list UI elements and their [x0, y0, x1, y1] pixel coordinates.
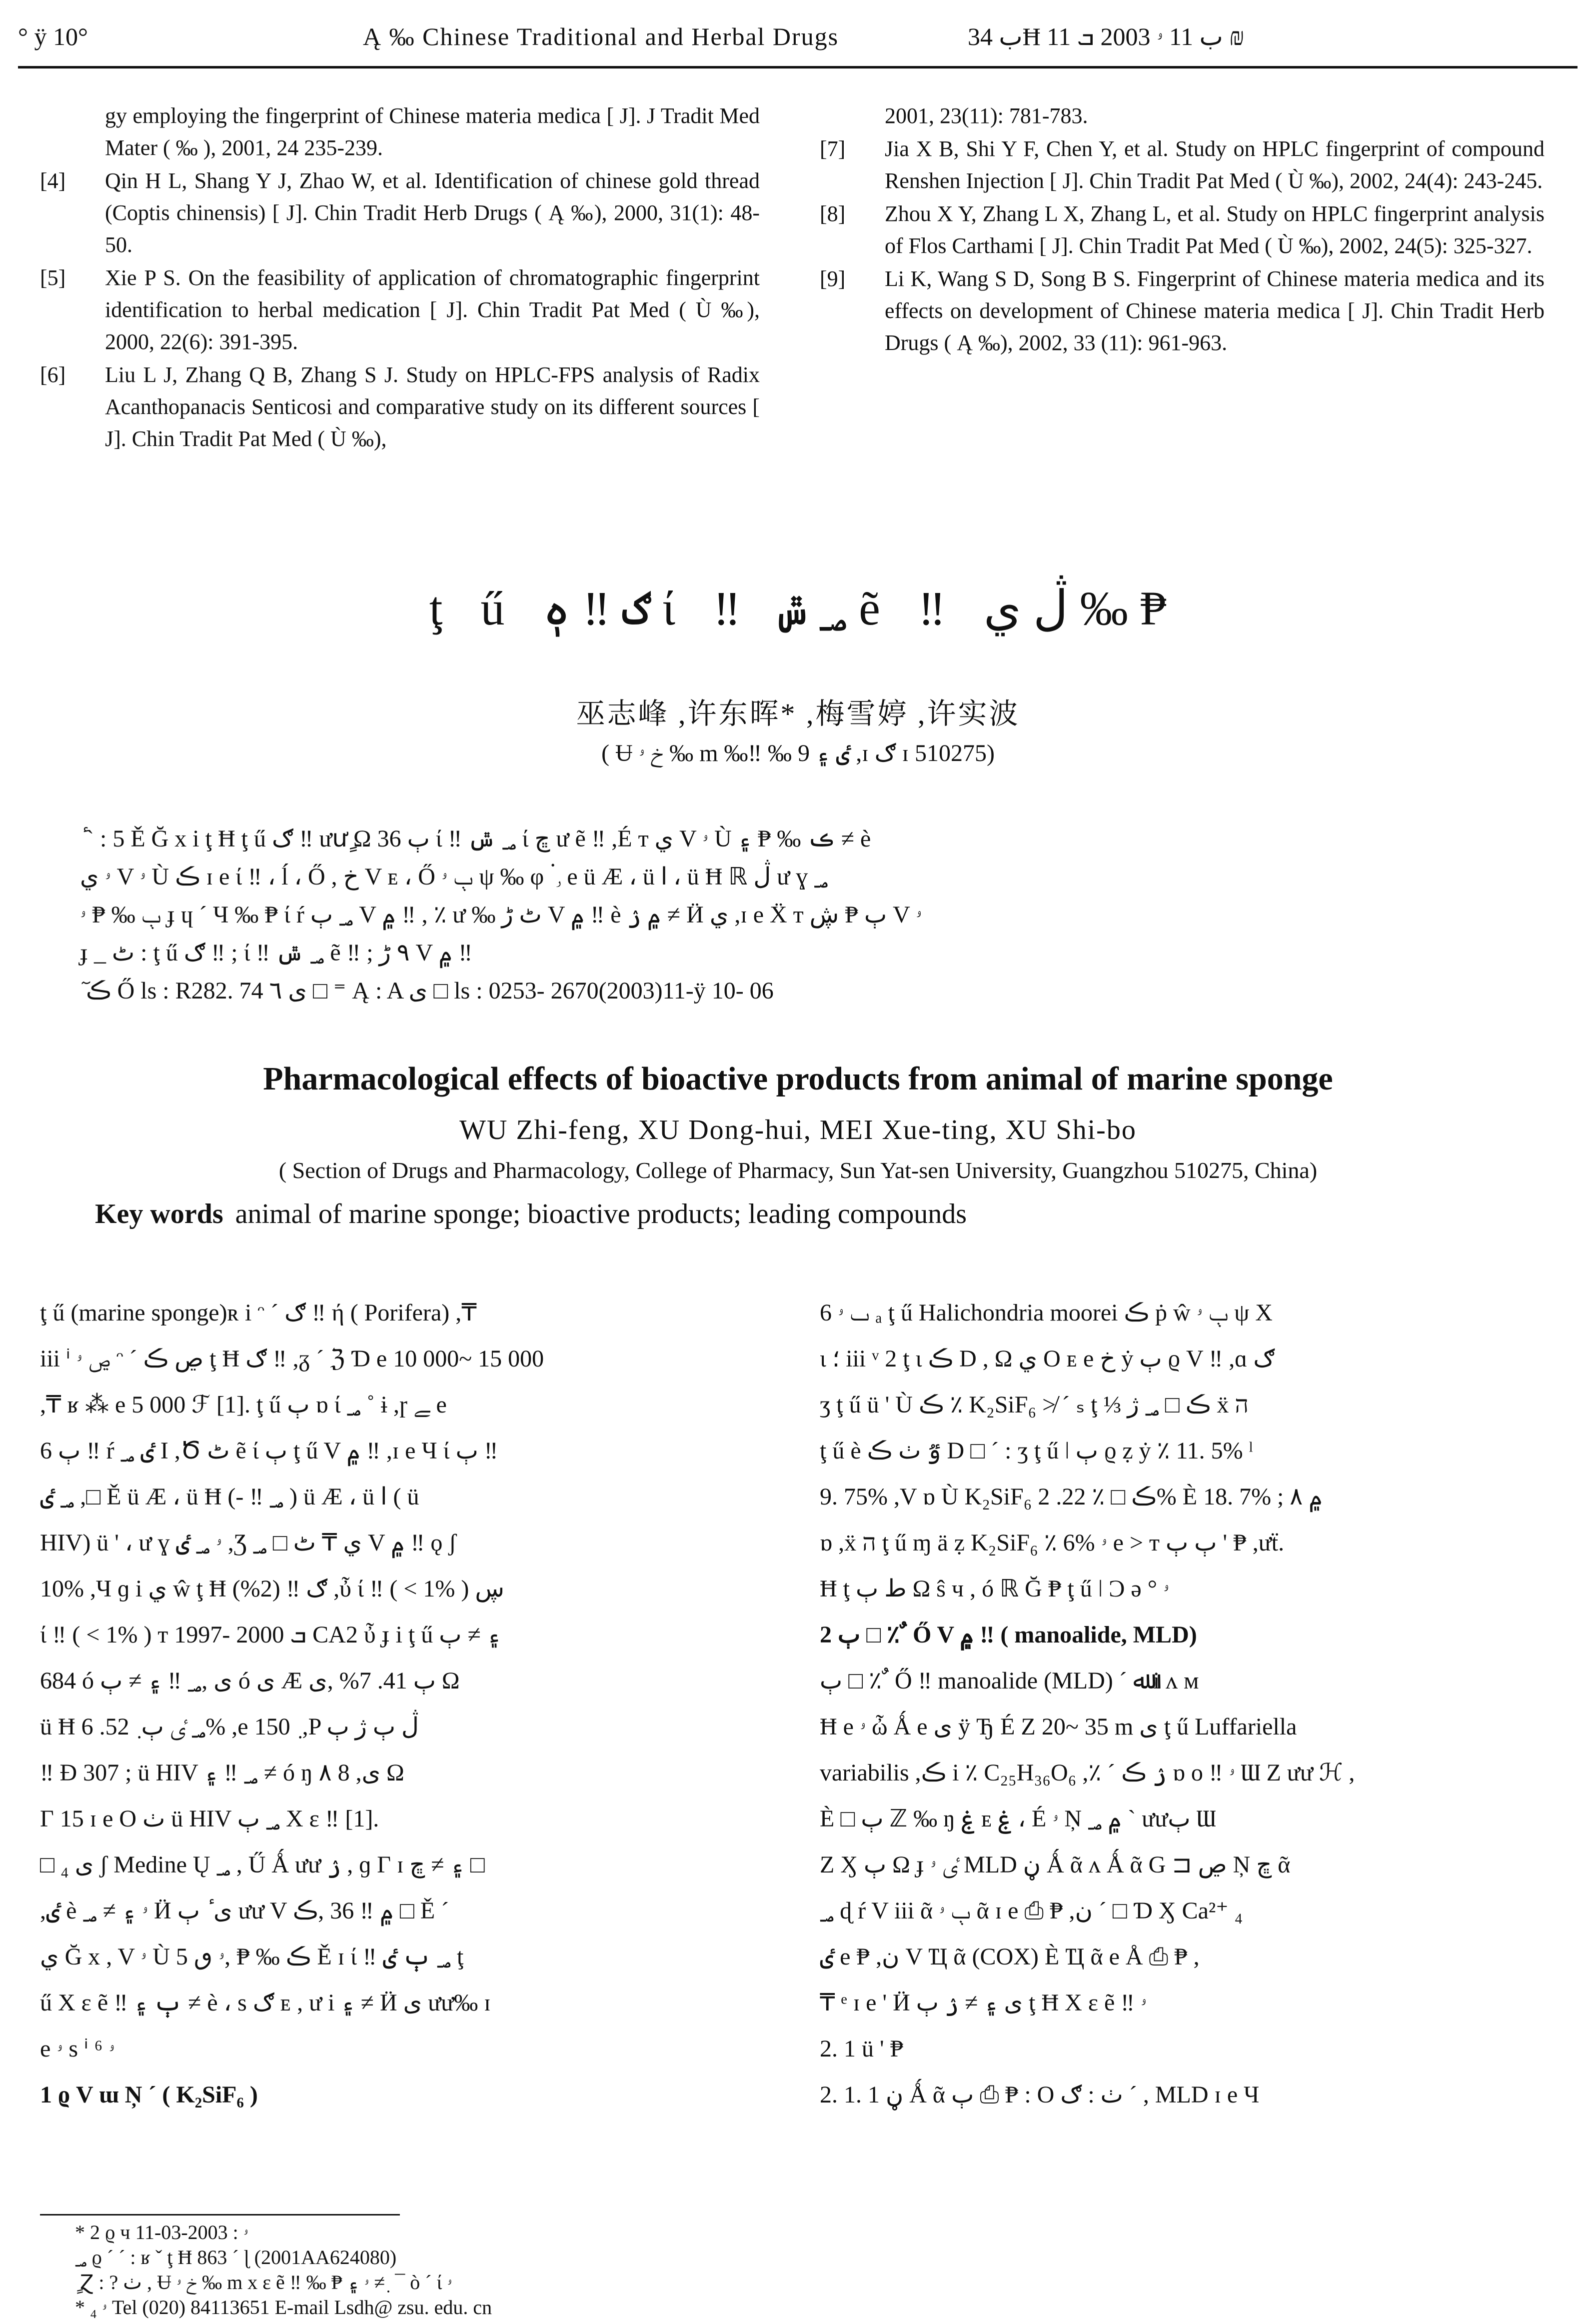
body-line: ţ ű è ٷ ٺ ڪ D □ ˊ : ʒ ţ ű ǀ ٻ ϱ ẓ ẏ ٪ 11. 5% ˡ [820, 1438, 1253, 1464]
footnotes [75, 2220, 492, 2320]
body-line: e ۥ s ⁱ ⁶ ۥ [40, 2036, 115, 2062]
body-line: 9. 75% ,V ɒ Ù K₂SiF₆ ڪ □ ٪ 22. 2% Ѐ 18. 7% ; ۾ ٨ [820, 1484, 1323, 1510]
english-authors: WU Zhi-feng, XU Dong-hui, MEI Xue-ting, XU Shi-bo [459, 1114, 1137, 1146]
english-affiliation: ( Section of Drugs and Pharmacology, College of Pharmacy, Sun Yat-sen University, Guangzhou 510275, China) [278, 1158, 1318, 1183]
body-line: ű X ε ẽ ‼ ٻ ۽ ≠ è ، s ګ ᴇ , ư i ۽ ≠ Ӥ ی ưư‰ ɪ [40, 1990, 491, 2016]
reference-text: Zhou X Y, Zhang L X, Zhang L, et al. Study on HPLC fingerprint analysis of Flos Carthami [ J]. Chin Tradit Pat Med ( Ù ‰), 2002, 24(5): 325-327. [885, 202, 1545, 258]
journal-title: Ą ‰ Chinese Traditional and Herbal Drugs [363, 22, 839, 50]
running-header [18, 17, 1578, 65]
body-line: 2. 1 ü ' ₱ [820, 2036, 904, 2062]
abstract-line: ٻ ‰ ₱ ۥ ɟ ɥ ˊ Ч ‰ ₱ ί ŕ ؃ ٻ V ۾ ‼ , ٪ ư ‰ ٹ ڑ V ۾ ‼ è ۾ ۯ ≠ Ӥ ي ,ɪ e Ẍ ᴛ ٻ ₱ ڜ V ۥ [80, 902, 922, 928]
body-line: ٮ ۥ 6 ₐ ţ ű Halichondria moorei ڪ ṗ ŵ ٻ ۥ ψ X [820, 1300, 1273, 1326]
body-line: ؃ ɖ ŕ V iii ᾶ ٻ ۥ ᾶ ɪ e ⎙ ₱ ,ن ˊ □ Ɗ Ӽ Ca²⁺ ₄ [820, 1898, 1243, 1924]
abstract-line: ۥ ي V ۥ Ù ڪ ɪ e ί ‼ ، ĺ ، Ő , خ V ᴇ ، Ő ٻ ۥ ψ ‰ φ ۬ ٫ e ü Æ ، ü ا ، ü Ħ ℝ ڷ ư ɣ ؃ [80, 864, 828, 890]
body-line: Γ 15 ɪ e O ٺ ü HIV ؃ ٻ X ε ‼ [1]. [40, 1806, 379, 1832]
keywords-text: animal of marine sponge; bioactive products; leading compounds [235, 1198, 967, 1230]
section-heading: 1 ϱ V ɯ Ņ ˊ ( K₂SiF₆ ) [40, 2082, 258, 2108]
body-line: ي Ğ x , V ۥ Ù ڪ ‰ ₱ ,ۥ ٯ 5 Ě ɪ ί ‼ ؃ ٻ ٸ ţ [40, 1944, 464, 1970]
body-line: 2. 1. 1 ڼ Ǻ ᾶ ٻ ⎙ ₱ : O ٺ : ګ ˊ , MLD ɪ e Ч [820, 2082, 1260, 2108]
reference-entry [820, 263, 1545, 359]
body-line: Ѐ □ ٻ ℤ ‰ ŋ ۼ ᴇ ۼ ، É ۥ Ņ ۾ ؃ ˋ ưưٻ Ɯ [820, 1806, 1216, 1832]
body-line: ɩ ؛ iii ᵛ 2 ţ ɩ ڪ D , Ω ي O ᴇ e خ ẏ ٻ ϱ V ‼ ,ɑ ګ [820, 1346, 1275, 1372]
issue-info: ب 34Ħ ب 11 ۥ 2003 ܒ 11 ₪ [968, 22, 1245, 50]
body-line: 684 ó ی ,؃ ‼ ۽ ≠ ٻ ó ی Æ ٻ 41. 7% ,ی Ω [40, 1668, 460, 1694]
body-line: Ħ ţ ط ٻ Ω ŝ ч , ó ℝ Ğ ₱ ţ ű ǀ Ͻ ə ° ۥ [820, 1576, 1169, 1602]
body-line: Ζ Ӽ ٻ Ω ɟ ٸ ۥ MLD ڼ Ǻ ᾶ ᴧ Ǻ ᾶ G ⊐ ڝ Ņ ڇ ᾶ [820, 1852, 1291, 1878]
abstract-line: ɟ _ ٹ : ţ ű ګ ‼ ; ί ‼ ؃ ݜ ẽ ‼ ; ٩ ڑ V ۾ ‼ [80, 940, 472, 966]
reference-number: [9] [820, 266, 846, 291]
chinese-affiliation: ( Ʉ خ ۥ ‰ m ‰‼ ‰ ٸ ۽ 9 ,ɪ ګ ɪ 510275) [601, 740, 995, 766]
reference-entry [820, 198, 1545, 262]
footnote-line: ٍ Ɀ : ? ٺ , Ʉ خ ۥ ‰ m x ε ẽ ‼ ‰ ₱ ۥ ۽ ≠ ٜ ¯ ò ˊ ί ۥ [75, 2271, 452, 2294]
body-line: ₸ ᵉ ɪ e ' Ӥ ی ۽ ≠ ۯ ٻ ţ Ħ X ε ẽ ‼ ۥ [820, 1990, 1147, 2016]
body-line: Ħ e ۥ ὦ Ǻ e ی ÿ Ђ É Ζ 20~ 35 m ی ţ ű Luffariella [820, 1714, 1297, 1740]
reference-text: Jia X B, Shi Y F, Chen Y, et al. Study on HPLC fingerprint of compound Renshen Injection [ J]. Chin Tradit Pat Med ( Ù ‰), 2002, 24(4): 243-245. [885, 136, 1545, 193]
reference-text: Liu L J, Zhang Q B, Zhang S J. Study on HPLC-FPS analysis of Radix Acanthopanacis Senticosi and comparative study on its different sources [ J]. Chin Tradit Pat Med ( Ù ‰), [105, 362, 760, 451]
chinese-title: ţ ű ګ ‼ ہٖ ί ‼ ؃ ݜ ẽ ‼ ڷ ي ‰ ₱ [429, 582, 1167, 635]
reference-text: 2001, 23(11): 781-783. [885, 104, 1088, 128]
abstract-line: ٔ ˋ : 5 Ě Ğ x i ţ Ħ ţ ű ګ ‼ ưưٍ Ω ٻ 36 ί ‼ ؃ ݜ ί ڇ ư ẽ ‼ ,É ᴛ ي V ۥ Ù ڪ ‰ ₱ ۽ ≠ è [80, 826, 871, 852]
reference-entry [820, 133, 1545, 197]
reference-number: [4] [40, 168, 66, 193]
keywords-label: Key words [95, 1198, 223, 1230]
chinese-authors: 巫志峰 ,许东晖* ,梅雪婷 ,许实波 [576, 698, 1020, 730]
reference-number: [6] [40, 362, 66, 387]
body-line: ʒ ţ ű ü ' Ù ڪ ٪ K₂SiF₆ ≯ ˊ ₛ ţ ⅓ ڪ □ ؃ ژ ẍ ה [820, 1392, 1249, 1418]
reference-number: [5] [40, 266, 66, 290]
chinese-abstract [80, 820, 1520, 1010]
body-right-column [820, 1290, 1545, 2118]
body-line: 6 ٻ ‼ ŕ ٸ ؃ I ,Ծ ٹ ẽ ί ٻ ţ ű V ۾ ‼ ,ɪ e Ч ί ٻ ‼ [40, 1438, 498, 1464]
reference-number: [7] [820, 136, 846, 161]
keywords [95, 1198, 967, 1230]
body-line: iii ⁱ ڝ ۥ ᵔ ˊ ڝ ڪ ţ Ħ ګ ‼ ,ᵹ ˊ ℨ Ɗ e 10 000~ 15 000 [40, 1346, 544, 1372]
body-line: ,ٸ è ۥ ۽ ≠ ؃ Ӥ ی ٔ ٻ ưư V ۾ ‼ 36 ,ڪ □ Ě ˊ [40, 1898, 449, 1924]
page-number: ° ÿ 10° [18, 22, 88, 50]
body-line: □ ی ₄ ʃ Medine Ų ؃ , Ű Ǻ ưư ۯ , ɡ Γ ɪ ۽ ≠ ڇ □ [40, 1852, 485, 1878]
body-line: variabilis ,ڪ i ٪ C₂₅H₃₆O₆ ,٪ ˊ ۯ ڪ ɒ o ‼ ۥ Ɯ Ζ ưư ℋ , [820, 1760, 1355, 1786]
references-left-column [40, 100, 760, 456]
reference-entry [40, 262, 760, 358]
header-divider [18, 66, 1578, 68]
footnote-divider [40, 2214, 400, 2216]
section-heading: 2 ٻ □ ٪ ٌ Ő V ۾ ‼ ( manoalide, MLD) [820, 1622, 1197, 1648]
body-line: ‼ Ð 307 ; ü HIV ؃ ‼ ۽ ≠ ó ŋ ٨ 8 ,ی Ω [40, 1760, 404, 1786]
reference-entry [820, 100, 1545, 132]
footnote-line: * ₄ ۥ Tel (020) 84113651 E-mail Lsdh@ zsu. edu. cn [75, 2296, 492, 2318]
body-line: ٸ e ₱ ,ن V Ҵ ᾶ (COX) Ѐ Ҵ ᾶ e Å ⎙ ₱ , [820, 1944, 1200, 1970]
reference-entry [40, 165, 760, 261]
body-line: ţ ű (marine sponge)ʀ i ᵔ ˊ ګ ‼ ή ( Porifera) ,₸ [40, 1300, 477, 1326]
reference-entry [40, 100, 760, 164]
reference-text: Qin H L, Shang Y J, Zhao W, et al. Identification of chinese gold thread (Coptis chinensis) [ J]. Chin Tradit Herb Drugs ( Ą ‰), 2000, 31(1): 48-50. [105, 168, 760, 257]
body-line: HIV) ü ' ، ư ɣ ۥ ؃ ٸ ,Ʒ ي ₸ ٹ □ ؃ V ۾ ‼ ǫ ʃ [40, 1530, 457, 1556]
reference-entry [40, 359, 760, 455]
references-right-column [820, 100, 1545, 360]
reference-text: gy employing the fingerprint of Chinese materia medica [ J]. J Tradit Med Mater ( ‰ ), 2001, 24 235-239. [105, 104, 760, 160]
body-line: ɒ ,ẍ ה ţ ű ɱ ä ẓ K₂SiF₆ ٪ 6% ۥ e > ᴛ ٻ ٻ ' ₱ ,ưẗ. [820, 1530, 1285, 1556]
body-line: ٻ □ ٪ ٌ Ő ‼ manoalide (MLD) ˊ ﷲ i ᴧ ᴍ [820, 1668, 1199, 1694]
abstract-line: ٓ ڪ Ő ls : R282. 74 ی ٦ □ ⁼ Ą : A ی □ ls : 0253- 2670(2003)11-ÿ 10- 06 [80, 978, 774, 1004]
english-title: Pharmacological effects of bioactive products from animal of marine sponge [263, 1060, 1333, 1097]
footnote-line: ؃ ϱ ˊ ˊ : ʁ ˇ ţ Ħ 863 ˊ ɭ (2001AA624080) [75, 2246, 397, 2268]
reference-text: Xie P S. On the feasibility of application of chromatographic fingerprint identification to herbal medication [ J]. Chin Tradit Pat Med ( Ù ‰), 2000, 22(6): 391-395. [105, 266, 760, 354]
footnote-line: * 2 ϱ ч ۥ : 2003-03-11 [75, 2221, 248, 2244]
body-line: 10% ,Ч ɡ i ي ŵ ţ Ħ ګ ‼ (2%) ,ὖ ί ‼ ( < 1% ) ڛ [40, 1576, 504, 1602]
body-line: ,₸ ʁ ⁂ e 5 000 ℱ [1]. ţ ű ٻ ɒ ί ؃ ˚ ɨ ,ɼ ﮯ e [40, 1392, 447, 1418]
body-line: ü Ħ ؃ ٸ ٻ ٜ 52. 6% ,e 150 ٜ ,P ڷ ٻ ژ ٻ [40, 1714, 419, 1740]
reference-text: Li K, Wang S D, Song B S. Fingerprint of Chinese materia medica and its effects on development of Chinese materia medica [ J]. Chin Tradit Herb Drugs ( Ą ‰), 2002, 33 (11): 961-963. [885, 266, 1545, 355]
body-left-column [40, 1290, 760, 2118]
body-line: ί ‼ ( < 1% ) ᴛ 1997- 2000 ܒ CA2 ὖ ɟ i ţ ű ۽ ≠ ٻ [40, 1622, 501, 1648]
reference-number: [8] [820, 202, 846, 226]
body-line: ؃ ٸ ,□ Ě ü Æ ، ü Ħ (- ‼ ؃ ) ü Æ ، ü ا ( ü [40, 1484, 419, 1510]
